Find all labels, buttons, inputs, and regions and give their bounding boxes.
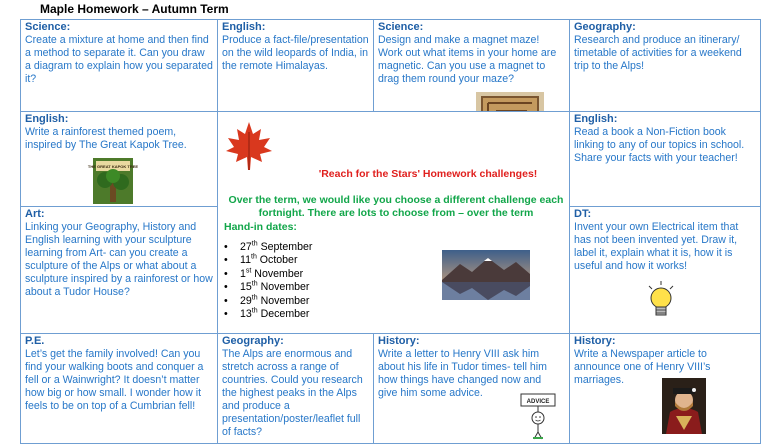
hand-in-dates-label: Hand-in dates: (224, 221, 297, 233)
cell-text: Design and make a magnet maze! Work out what items in your home are magnetic. Can you use a magnet to drag them round your maze? (378, 34, 557, 85)
advice-sign-text: ADVICE (526, 399, 550, 405)
cell-heading: English: (25, 113, 69, 125)
cell-history-newspaper (569, 333, 761, 444)
cell-heading: History: (574, 335, 616, 347)
cell-english-nonfiction (569, 111, 761, 207)
cell-history-letter (373, 333, 570, 444)
cell-text: Write a Newspaper article to announce one of Henry VIII’s marriages. (574, 348, 711, 386)
cell-heading: English: (574, 113, 618, 125)
hand-in-dates-list (222, 241, 312, 321)
reach-for-stars-heading: 'Reach for the Stars' Homework challenges! (318, 168, 538, 180)
date-item: • 1st November (222, 268, 312, 281)
cell-text: Let’s get the family involved! Can you find your walking boots and conquer a fell or a Wainwright? It doesn’t matter how big or how small. I wonder how it feels to be on top of a Cumbrian fell! (25, 348, 204, 412)
mountain-lake-image (442, 250, 530, 300)
cell-text: Linking your Geography, History and English learning with your sculpture learning from Art- can you create a sculpture of the Alps or what about a sculpture inspired by a rainforest or how about a Tudor House? (25, 221, 213, 298)
cell-heading: English: (222, 21, 266, 33)
cell-heading: Geography: (574, 21, 636, 33)
cell-text: Create a mixture at home and then find a method to separate it. Can you draw a diagram to explain how you separated it? (25, 34, 213, 85)
page-title: Maple Homework – Autumn Term (40, 2, 229, 16)
cell-science-mixture (20, 19, 218, 112)
cell-text: Write a letter to Henry VIII ask him about his life in Tudor times- tell him how things have changed now and give him some advice. (378, 348, 547, 399)
cell-text: Produce a fact-file/presentation on the wild leopards of India, in the remote Himalayas. (222, 34, 369, 72)
cell-heading: Science: (25, 21, 71, 33)
cell-text: Read a book a Non-Fiction book linking to any of our topics in school. Share your facts with your teacher! (574, 126, 745, 164)
book-cover-title: THE GREAT KAPOK TREE (87, 164, 139, 169)
date-item: • 15th November (222, 281, 312, 294)
cell-text: The Alps are enormous and stretch across a range of countries. Could you research the highest peaks in the Alps and produce a presentation/poster/leaflet full of facts? (222, 348, 363, 438)
date-item: • 13th December (222, 308, 312, 321)
cell-pe-fell (20, 333, 218, 444)
cell-geography-itinerary (569, 19, 761, 112)
cell-geography-alps (217, 333, 374, 444)
kapok-tree-book-image (87, 158, 139, 204)
cell-heading: History: (378, 335, 420, 347)
challenge-intro-text: Over the term, we would like you choose a different challenge each fortnight. There are lots to choose from – over the term (228, 194, 564, 219)
advice-sign-image (519, 392, 557, 440)
cell-text: Invent your own Electrical item that has not been invented yet. Draw it, label it, explain what it is, how it is useful and how it works! (574, 221, 739, 272)
henry-viii-portrait-image (662, 378, 706, 434)
cell-heading: Art: (25, 208, 45, 220)
cell-text: Research and produce an itinerary/ timetable of activities for a weekend trip to the Alps! (574, 34, 742, 72)
cell-heading: Geography: (222, 335, 284, 347)
cell-text: Write a rainforest themed poem, inspired by The Great Kapok Tree. (25, 126, 187, 151)
cell-art-sculpture (20, 206, 218, 334)
maple-leaf-icon (224, 120, 274, 172)
date-item: • 27th September (222, 241, 312, 254)
cell-heading: P.E. (25, 335, 45, 347)
cell-heading: DT: (574, 208, 592, 220)
cell-heading: Science: (378, 21, 424, 33)
light-bulb-icon (645, 280, 677, 320)
date-item: • 29th November (222, 295, 312, 308)
date-item: • 11th October (222, 254, 312, 267)
cell-english-factfile (217, 19, 374, 112)
center-challenges-panel (217, 111, 570, 334)
